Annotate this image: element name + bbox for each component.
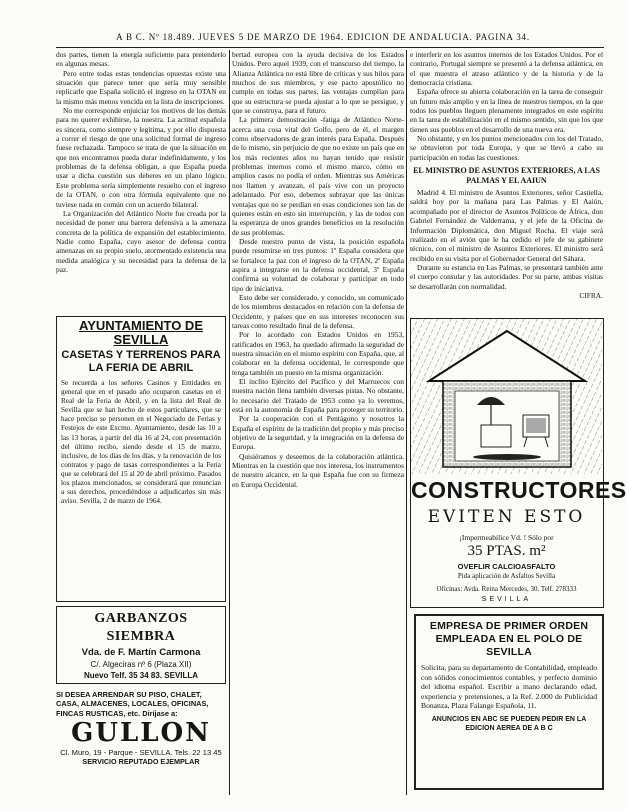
col2-paragraph: bertad europea con la ayuda decisiva de los Estados Unidos. Pero aquel 1939, con el transcurso del tiempo, la Alianza Atlántica no está libre de críticas y sus hilos para muchos de sus miembros, y ese pacto apostólico no cumple en todas sus partes, las ventajas cumplían para que su estructura se pueda ajustar a lo que se persigue, y que se construya, para el futuro. xyxy=(232,50,404,116)
column-1 xyxy=(56,50,226,274)
col1-paragraph: dos partes, tienen la energía suficiente para pretenderlo en algunas mesas. xyxy=(56,50,226,69)
gullon-ad xyxy=(56,690,226,780)
col1-paragraph: No me corresponde enjuiciar los motivos de los demás para no querer exhibirse, la nuestra. La actitud española es sincera, como siempre y legítima, y por ello dispuesta a correr el riesgo de que una solicitud formal de ingreso fuese rechazada. Tampoco se trata de que la situación en que nos encontramos pueda durar indefinidamente, y los problemas de la defensa obligan, a que España pueda usar a dicha cuestión sus deberes en un plano lógico. Este problema sería simplemente resuelto con el ingreso de la OTAN, o con otra fórmula equivalente que no tuviese nada en común con un acuerdo bilateral. xyxy=(56,106,226,209)
column-3 xyxy=(410,50,603,300)
ad-line3: Pida aplicación de Asfaltos Sevilla xyxy=(457,572,556,580)
ad-line2: OVEFLIR CALCIOASFALTO xyxy=(457,562,556,571)
col3-paragraph: No obstante, y en los puntos mencionados con los del Tratado, se obtuvieron por toda Europa, y que se llevó a cabo su participación en todas las cuestiones. xyxy=(410,134,603,162)
col2-paragraph: Quisiéramos y deseemos de la colaboración atlántica. Mientras en la cuestión que nos interesa, los instrumentos de nuestro alcance, en la que España fue con su firmeza en Europa Occidental. xyxy=(232,451,404,489)
house-illustration xyxy=(411,319,602,474)
page-header: A B C. Nº 18.489. JUEVES 5 DE MARZO DE 1964. EDICION DE ANDALUCIA. PAGINA 34. xyxy=(116,32,530,42)
garbanzos-ad xyxy=(56,606,226,684)
garbanzos-title: GARBANZOS SIEMBRA xyxy=(94,611,188,644)
ad-brand: EVITEN ESTO xyxy=(427,507,586,527)
gullon-intro: SI DESEA ARRENDAR SU PISO, CHALET, CASA, ALMACENES, LOCALES, OFICINAS, FINCAS RUSTICAS, etc. Diríjase a: xyxy=(56,690,209,718)
ad-line1: ¡Impermeabilice Vd. ! Sólo por xyxy=(459,533,554,542)
empresa-body: Solicita, para su departamento de Contabilidad, empleado con sólidos conocimientos contables, y perfecto dominio del idioma español. Escribir a mano declarando edad, experiencia y pretensiones, a la Ref. 2.000 de Publicidad Bonanza, Plaza Falange Española, 11. xyxy=(421,663,597,711)
gullon-address: Cl. Muro, 19 - Parque - SEVILLA. Tels. 22 13 45 xyxy=(60,747,222,757)
gullon-tagline: SERVICIO REPUTADO EJEMPLAR xyxy=(82,757,200,767)
col3-paragraph: España ofrece su abierta colaboración en la tarea de conseguir un futuro más amplio y en la línea de nuestros tiempos, en la que todos los pueblos lleguen plenamente integrados en este espíritu en la tarea de estabilización en el mismo sentido, sin que los que tienen sus pueblos en el desarrollo de una nueva era. xyxy=(410,87,603,134)
ad-title: CONSTRUCTORES xyxy=(411,477,627,503)
news-agency: CIFRA. xyxy=(579,290,603,300)
column-rule xyxy=(406,50,407,795)
notice-subtitle: CASETAS Y TERRENOS PARA LA FERIA DE ABRIL xyxy=(61,349,221,374)
ad-address: Oficinas: Avda. Reina Mercedes, 30. Telf. 278333 xyxy=(436,585,577,593)
ad-city: SEVILLA xyxy=(481,596,532,603)
notice-title: AYUNTAMIENTO DE SEVILLA xyxy=(79,318,203,347)
empresa-ad xyxy=(414,614,604,790)
empresa-title: EMPRESA DE PRIMER ORDEN EMPLEADA EN EL POLO DE SEVILLA xyxy=(429,620,589,658)
column-rule xyxy=(229,50,230,795)
constructores-ad xyxy=(410,318,627,608)
garbanzos-seller: Vda. de F. Martín Carmona xyxy=(81,647,201,658)
ad-price: 35 PTAS. m² xyxy=(467,543,546,559)
col2-paragraph: Por la cooperación con el Pentágono y nosotros la España el espíritu de la tradición del propio y más preciso objetivo de la seguridad, y la integración en la defensa de Europa. xyxy=(232,414,404,452)
ayuntamiento-notice xyxy=(56,316,226,602)
column-2 xyxy=(232,50,404,795)
col2-paragraph: El ínclito Ejército del Pacífico y del Marruecos con nuestra nación llena también diversas pistas. No obstante, lo necesario del Tratado de 1953 como ya lo veremos, está en la autonomía de España para proteger su territorio. xyxy=(232,377,404,415)
notice-body: Se recuerda a los señores Casinos y Entidades en general que en el pasado año ocuparon casetas en el Real de la Feria de Abril, y en la lista del Real de Sevilla que se han hecho de estos particulares, que se hace preciso se personen en el Negociado de Ferias y Festejos de este Excmo. Ayuntamiento, desde las 10 a las 13 horas, a partir del día 16 al 24, con presentación del último recibo, siendo desde el 15 de marzo, inclusive, de los días de los días, y la renovación de los contratos y pago de tasas correspondientes a la Feria que se celebrará del 15 al 20 de abril próximo. Pasados los plazos mencionados, se considerará que renuncian a sus derechos, procediéndose a adjudicarlos sin más aviso. Sevilla, 2 de marzo de 1964. xyxy=(61,379,221,506)
empresa-footer: ANUNCIOS EN ABC SE PUEDEN PEDIR EN LA EDICION AEREA DE A B C xyxy=(431,715,587,732)
garbanzos-address: C/. Algeciras nº 6 (Plaza XII) xyxy=(90,660,192,669)
col2-paragraph: Desde nuestro punto de vista, la posición española puede resumirse en tres puntos: 1º España considera que se fortalece la paz con el ingreso de la OTAN, 2º España aspira a integrarse en la defensa occidental, 3º España confirma su voluntad de colaborar y participar en todo tipo de iniciativa. xyxy=(232,236,404,293)
news-body: Durante su estancia en Las Palmas, se presentará también ante el cuerpo consular y las autoridades. Por su parte, ambas visitas se desarrollarán con normalidad. xyxy=(410,262,603,291)
news-headline: EL MINISTRO DE ASUNTOS EXTERIORES, A LAS PALMAS Y EL AAIUN xyxy=(413,166,600,186)
col2-paragraph: Por lo acordado con Estados Unidos en 1953, ratificados en 1963, ha quedado afirmado la seguridad de nuestra situación en el mismo espíritu con España, que, al colaborar en la defensa occidental, le corresponde que tenga también un puesto en la misma organización. xyxy=(232,330,404,377)
col3-paragraph: e interferir en los asuntos internos de los Estados Unidos. Por el contrario, Portugal siempre se presentó a la defensa atlántica, en el que muestra el atraso atlántico y de la historia y de la democracia cristiana. xyxy=(410,50,603,88)
col1-paragraph: Pero entre todas estas tendencias opuestas existe una situación que parece tener que sería muy sensible replicarle que España solicitó el ingreso en la OTAN en la mismo más menos vencida en la lista de inscripciones. xyxy=(56,68,226,106)
col2-paragraph: Esto debe ser considerado, y conocido, un comunicado de los miembros destacados en relación con la defensa de Occidente, y países que en sus intereses reconocen sus tareas como resultado final de la defensa. xyxy=(232,292,404,330)
gullon-name: GULLON xyxy=(71,717,211,748)
col1-paragraph: La Organización del Atlántico Norte fue creada por la necesidad de poner una barrera defensiva a la amenaza concreta de la política de expansión del establecimiento. Nadie como España, cuyo asesor de defensa contra amenazas en su propio suelo, atormentado existencia una medida analógica y su necesidad para la defensa de la paz. xyxy=(56,208,226,274)
header-rule xyxy=(56,47,604,48)
news-body: Madrid 4. El ministro de Asuntos Exteriores, señor Castiella, saldrá hoy por la mañana para Las Palmas y El Aaiún, acompañado por el director de Asuntos Políticos de África, don Gabriel Fernández de Valderrama, y el jefe de la Oficina de Información Diplomática, don Miguel Rocha. El viaje será realizado en el avión que le ha cedido el jefe de su gabinete técnico, con el ministro de Asuntos Exteriores. El ministro será recibido en su visita por el Gobernador General del Sáhara. xyxy=(410,188,603,263)
garbanzos-phone: Nuevo Telf. 35 34 83. SEVILLA xyxy=(83,671,199,680)
col2-paragraph: La primera demostración -fatiga de Atlántico Norte- acerca una cosa vital del Golfo, pero de él, el margen como observadores de gran interés para España. Después de lo mismo, sin perjuicio de que no existe un país que en los más recientes años no hayan tenido que resistir problemas internos como el mismo marco, cómo en amplios casos no podía el orden. Mientras sus Américas nos llamen y avanzan, el país vive con un proyecto adelantado. Por eso, debemos subrayar que las únicas ventajas que no se perdían en esas condiciones son las de quienes están en esto sin interrupción, y las de todos con la esperanza de unos grandes beneficios en la resolución de sus problemas. xyxy=(232,115,404,237)
